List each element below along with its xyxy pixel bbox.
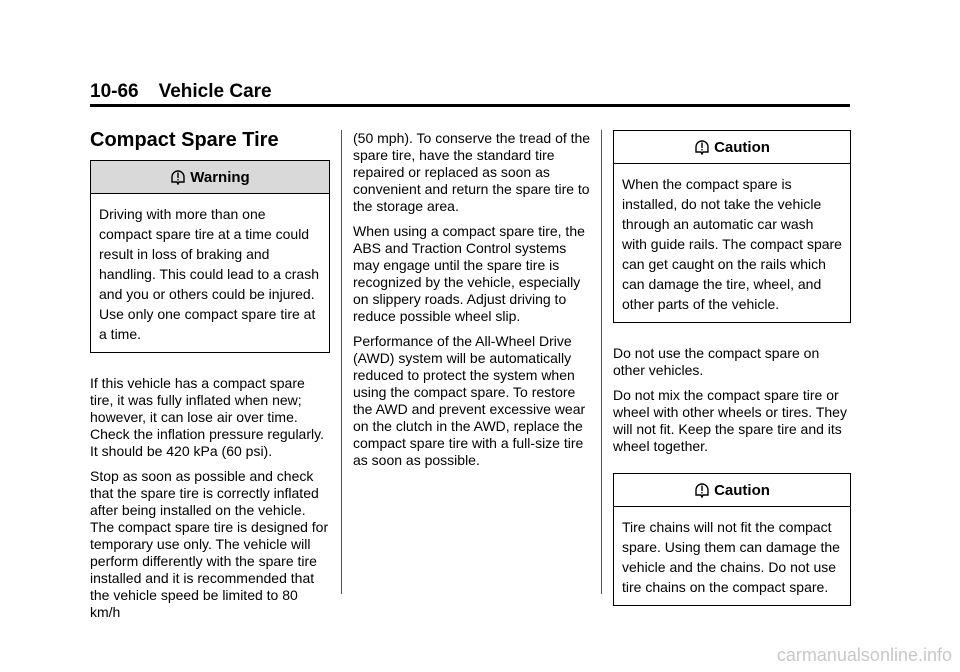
caution-icon (694, 139, 710, 155)
caution-icon (694, 482, 710, 498)
paragraph: Stop as soon as possible and check that the spare tire is correctly inflated after being installed on the vehicle. The compact spare tire is designed for temporary use only. The vehicle will perform differently with the spare tire installed and it is recommended that the vehicle speed be limited to 80 km/h (90, 468, 329, 620)
caution-box (613, 130, 851, 323)
header-rule (90, 104, 850, 107)
caution-box (613, 473, 851, 606)
caution-label: Caution (714, 481, 770, 499)
caution-text: When the compact spare is installed, do not take the vehicle through an automatic car wash with guide rails. The compact spare can get caught on the rails which can damage the tire, wheel, and other parts of the vehicle. (622, 176, 842, 312)
column-3 (613, 130, 851, 628)
warning-label: Warning (190, 168, 250, 186)
watermark: carmanualsonline.info (776, 645, 952, 665)
page-header (90, 80, 850, 104)
header-text (90, 80, 850, 104)
caution-text: Tire chains will not fit the compact spare. Using them can damage the vehicle and the chains. Do not use tire chains on the compact spare. (622, 519, 840, 595)
column-divider (341, 130, 342, 594)
caution-label: Caution (714, 138, 770, 156)
column-1 (90, 128, 330, 629)
paragraph: Performance of the All-Wheel Drive (AWD) system will be automatically reduced to protect the system when using the compact spare. To restore the AWD and prevent excessive wear on the clutch in the AWD, replace the compact spare tire with a full-size tire as soon as possible. (353, 333, 586, 468)
section-heading: Compact Spare Tire (90, 129, 279, 151)
paragraph: When using a compact spare tire, the ABS and Traction Control systems may engage until the spare tire is recognized by the vehicle, especially on slippery roads. Adjust driving to reduce possible wheel slip. (353, 223, 585, 324)
paragraph: If this vehicle has a compact spare tire, it was fully inflated when new; however, it can lose air over time. Check the inflation pressure regularly. It should be 420 kPa (60 psi). (90, 375, 324, 459)
paragraph: (50 mph). To conserve the tread of the spare tire, have the standard tire repaired or replaced as soon as convenient and return the spare tire to the storage area. (353, 130, 591, 214)
page-number: 10-66 (90, 81, 139, 102)
paragraph: Do not mix the compact spare tire or wheel with other wheels or tires. They will not fit. Keep the spare tire and its wheel together. (613, 387, 847, 454)
column-divider (601, 130, 602, 594)
warning-icon (170, 169, 186, 185)
caution-header (614, 474, 850, 507)
warning-text: Driving with more than one compact spare tire at a time could result in loss of braking and handling. This could lead to a crash and you or others could be injured. Use only one compact spare tire at a time. (99, 206, 319, 342)
paragraph: Do not use the compact spare on other vehicles. (613, 345, 820, 378)
section-title: Vehicle Care (158, 81, 272, 102)
warning-box (90, 160, 330, 353)
caution-header (614, 131, 850, 164)
column-2 (353, 130, 591, 477)
warning-header (91, 161, 329, 194)
